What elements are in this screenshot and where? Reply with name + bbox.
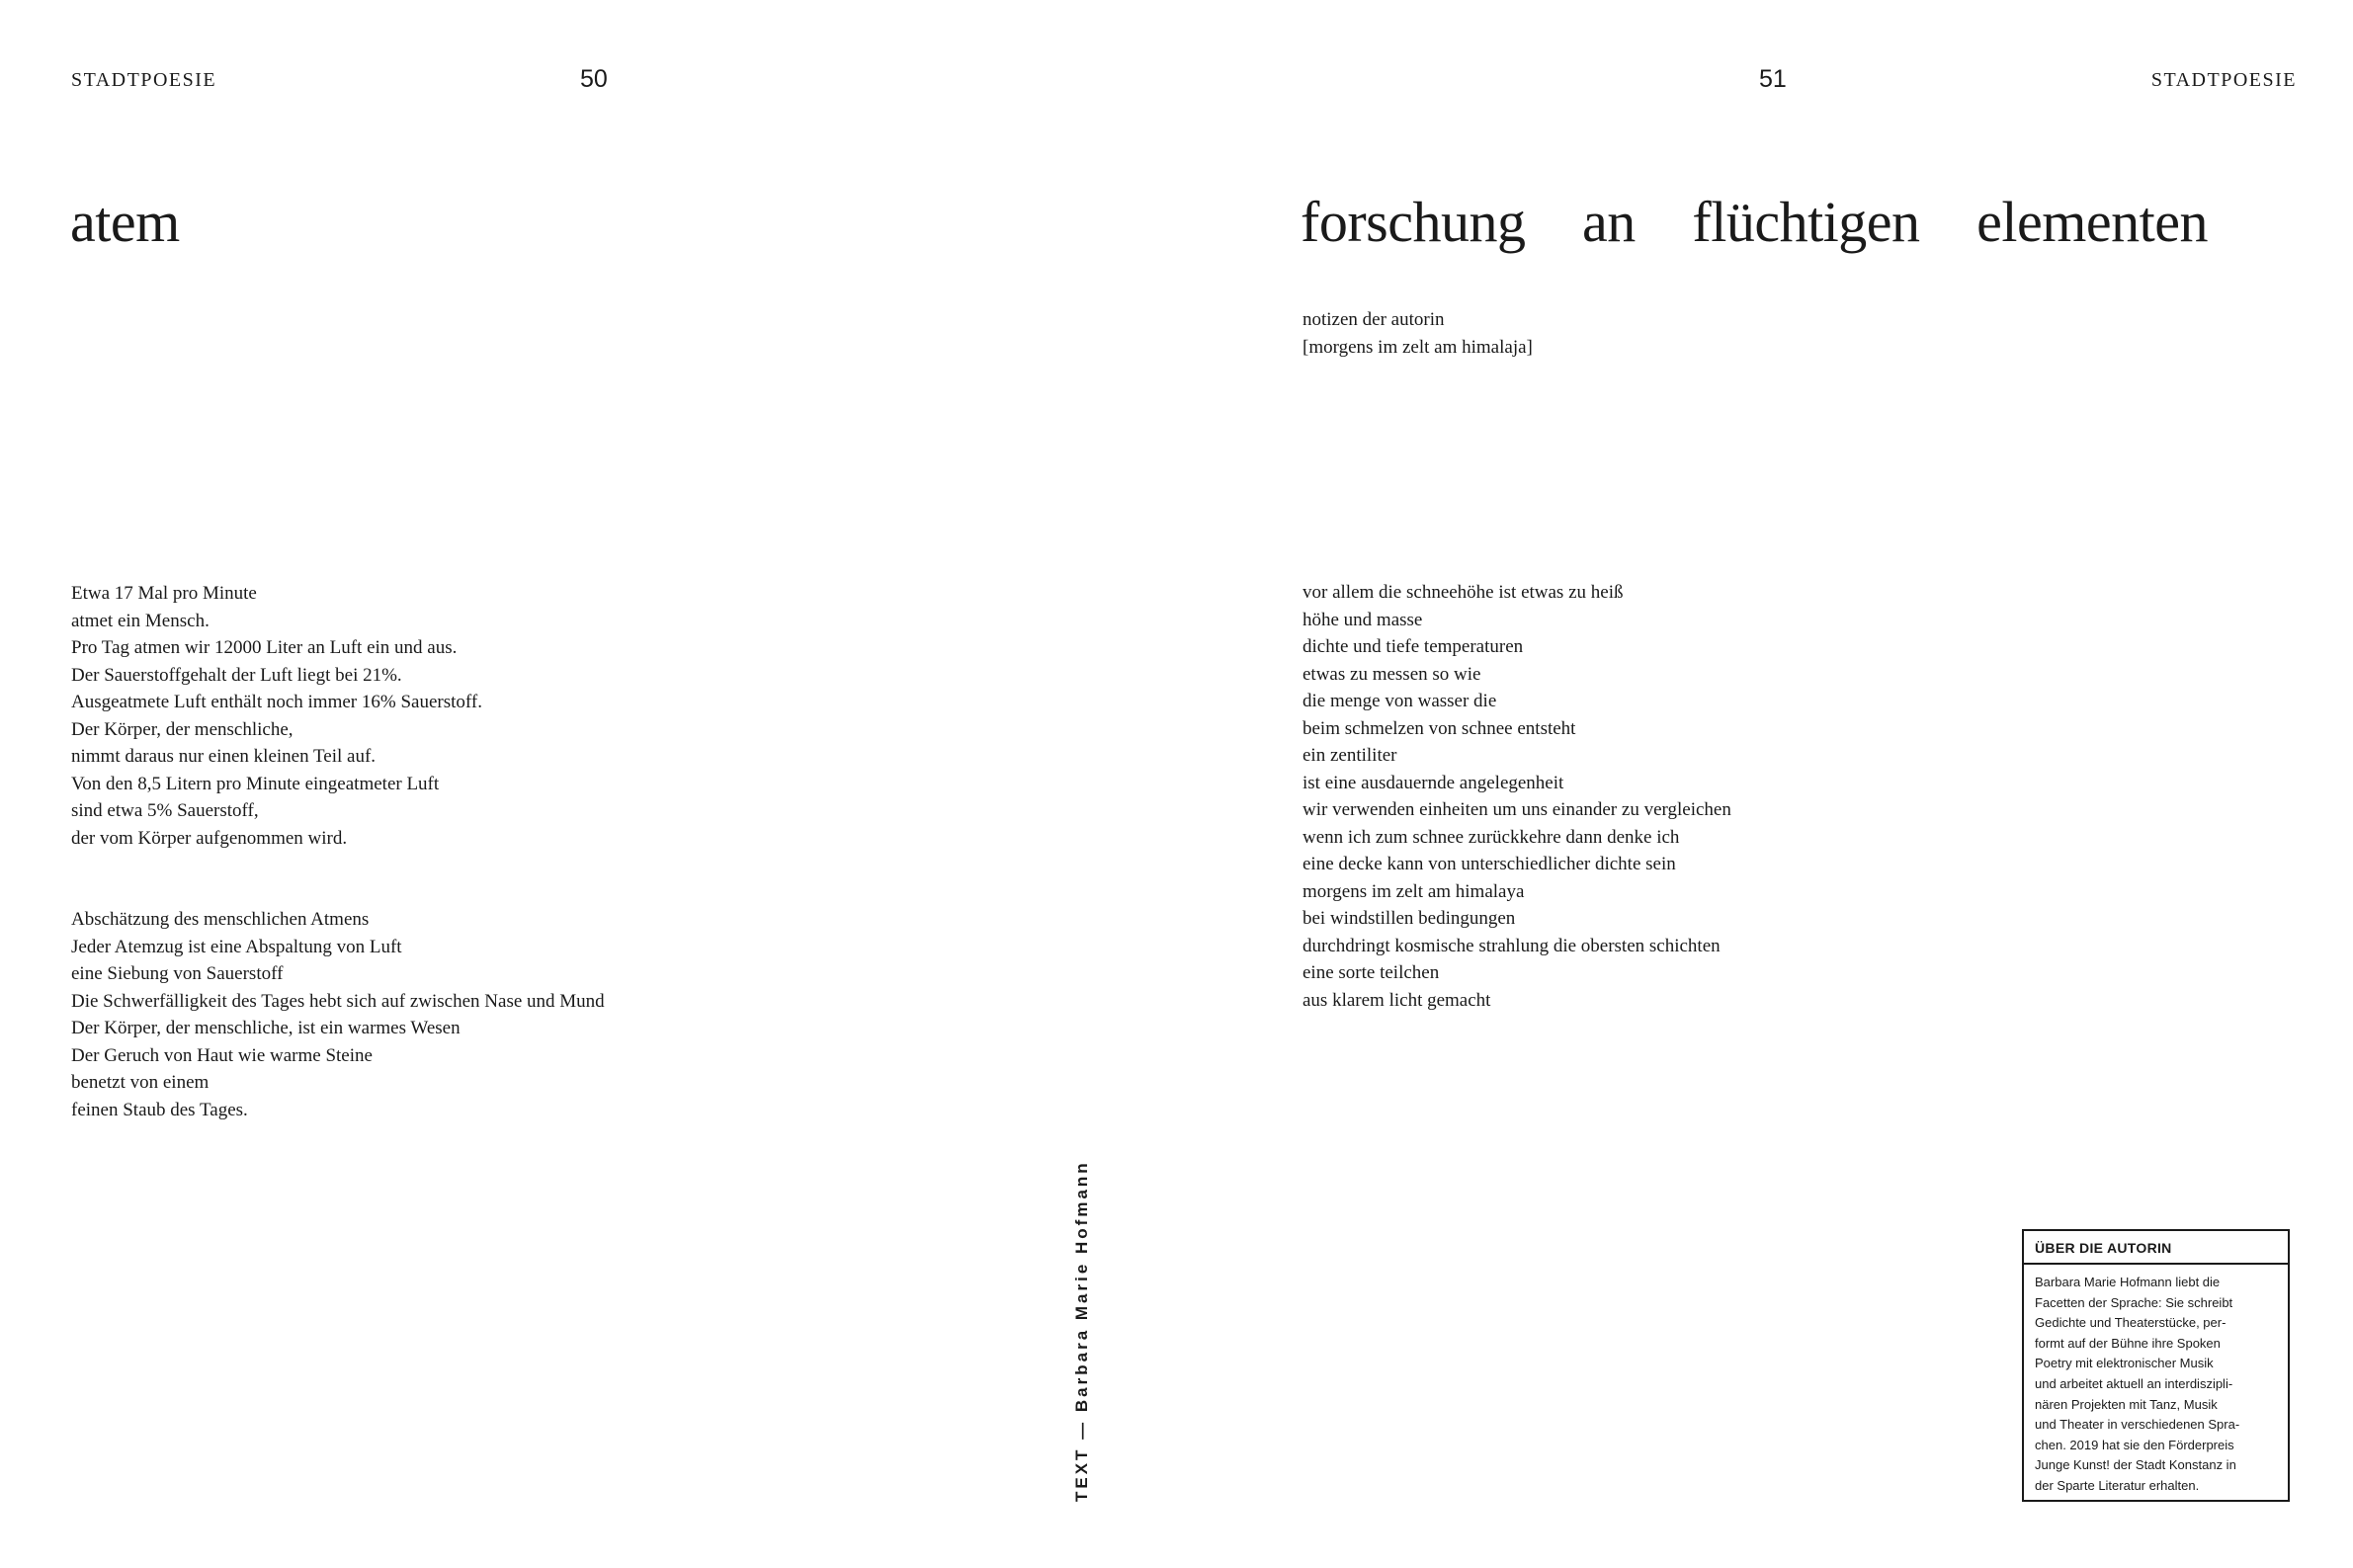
poem-body-right	[1303, 579, 1731, 1014]
text-line: Gedichte und Theaterstücke, per-	[2035, 1315, 2227, 1331]
text-line: ist eine ausdauernde angelegenheit	[1303, 772, 1564, 793]
text-line: Abschätzung des menschlichen Atmens	[71, 909, 370, 930]
poem-title-forschung	[1301, 190, 2208, 254]
text-line: Facetten der Sprache: Sie schreibt	[2035, 1294, 2233, 1310]
section-label-right: STADTPOESIE	[2150, 69, 2297, 91]
text-line: Der Sauerstoffgehalt der Luft liegt bei 21%.	[71, 664, 402, 686]
text-line: sind etwa 5% Sauerstoff,	[71, 800, 259, 821]
text-line: dichte und tiefe temperaturen	[1303, 636, 1524, 657]
about-author-box	[2022, 1229, 2290, 1502]
about-author-text	[2035, 1273, 2277, 1497]
text-line: feinen Staub des Tages.	[71, 1099, 248, 1120]
poem-stanza-2	[71, 906, 605, 1123]
title-word: forschung	[1301, 190, 1526, 254]
text-line: aus klarem licht gemacht	[1303, 989, 1491, 1011]
text-line: Barbara Marie Hofmann liebt die	[2035, 1275, 2221, 1289]
text-line: etwas zu messen so wie	[1303, 663, 1481, 685]
title-word: an	[1582, 190, 1636, 254]
text-line: Der Körper, der menschliche,	[71, 718, 294, 740]
text-line: Pro Tag atmen wir 12000 Liter an Luft ein und aus.	[71, 637, 458, 658]
text-line: nimmt daraus nur einen kleinen Teil auf.	[71, 746, 377, 767]
about-author-heading: ÜBER DIE AUTORIN	[2024, 1231, 2288, 1265]
title-word: flüchtigen	[1692, 190, 1920, 254]
text-line: wenn ich zum schnee zurückkehre dann denke ich	[1303, 826, 1680, 848]
text-line: Von den 8,5 Litern pro Minute eingeatmeter Luft	[71, 773, 440, 794]
text-line: Ausgeatmete Luft enthält noch immer 16% Sauerstoff.	[71, 692, 482, 712]
text-line: Jeder Atemzug ist eine Abspaltung von Luft	[71, 936, 402, 957]
text-line: bei windstillen bedingungen	[1303, 908, 1516, 929]
text-line: durchdringt kosmische strahlung die obersten schichten	[1303, 935, 1721, 956]
text-line: der Sparte Literatur erhalten.	[2035, 1477, 2200, 1493]
text-line: wir verwenden einheiten um uns einander zu vergleichen	[1303, 799, 1731, 820]
text-line: Der Geruch von Haut wie warme Steine	[71, 1044, 373, 1066]
text-line: höhe und masse	[1303, 609, 1423, 630]
text-line: eine sorte teilchen	[1303, 962, 1440, 983]
text-line: benetzt von einem	[71, 1072, 210, 1093]
text-line: und arbeitet aktuell an interdiszipli-	[2035, 1375, 2233, 1391]
text-line: nären Projekten mit Tanz, Musik	[2035, 1396, 2218, 1412]
text-line: Etwa 17 Mal pro Minute	[71, 583, 257, 604]
text-line: formt auf der Bühne ihre Spoken	[2035, 1335, 2221, 1351]
text-line: beim schmelzen von schnee entsteht	[1303, 717, 1576, 739]
text-line: Der Körper, der menschliche, ist ein warmes Wesen	[71, 1018, 461, 1038]
text-line: chen. 2019 hat sie den Förderpreis	[2035, 1437, 2234, 1452]
title-word: elementen	[1976, 190, 2208, 254]
text-line: eine decke kann von unterschiedlicher dichte sein	[1303, 854, 1676, 874]
page-number-left: 50	[580, 65, 608, 93]
text-line: eine Siebung von Sauerstoff	[71, 963, 284, 984]
text-line: atmet ein Mensch.	[71, 610, 210, 631]
text-line: Die Schwerfälligkeit des Tages hebt sich auf zwischen Nase und Mund	[71, 990, 605, 1012]
poem-stanza-1	[71, 580, 482, 852]
text-line: ein zentiliter	[1303, 745, 1397, 766]
text-line: morgens im zelt am himalaya	[1303, 880, 1525, 902]
text-line: Poetry mit elektronischer Musik	[2035, 1356, 2214, 1371]
text-line: der vom Körper aufgenommen wird.	[71, 827, 348, 849]
text-line: und Theater in verschiedenen Spra-	[2035, 1417, 2240, 1433]
text-line: die menge von wasser die	[1303, 691, 1497, 711]
poem-subtitle	[1303, 306, 1533, 361]
section-label-left: STADTPOESIE	[71, 69, 217, 91]
text-line: vor allem die schneehöhe ist etwas zu heiß	[1303, 582, 1624, 603]
author-credit: TEXT — Barbara Marie Hofmann	[1072, 1160, 1091, 1502]
page-number-right: 51	[1759, 65, 1787, 93]
text-line: [morgens im zelt am himalaja]	[1303, 336, 1533, 358]
text-line: Junge Kunst! der Stadt Konstanz in	[2035, 1457, 2236, 1473]
text-line: notizen der autorin	[1303, 309, 1445, 330]
poem-title-atem: atem	[70, 190, 180, 254]
